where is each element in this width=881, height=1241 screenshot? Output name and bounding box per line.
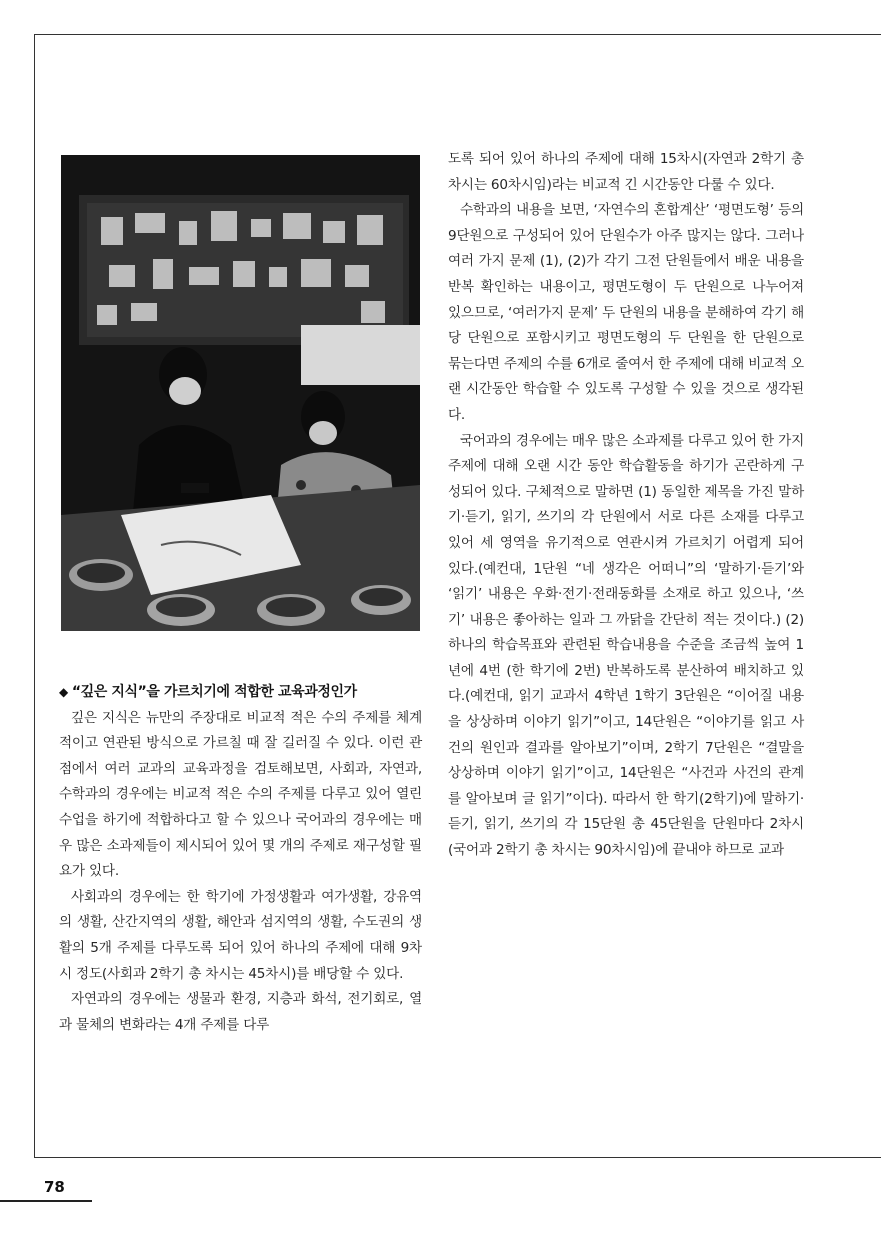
classroom-photo bbox=[61, 155, 420, 631]
diamond-bullet-icon: ◆ bbox=[59, 685, 68, 699]
left-paragraph-3: 자연과의 경우에는 생물과 환경, 지층과 화석, 전기회로, 열과 물체의 변화라는 4개 주제를 다루 bbox=[59, 991, 422, 1033]
section-heading bbox=[59, 680, 422, 706]
right-paragraph-1: 도록 되어 있어 하나의 주제에 대해 15차시(자연과 2학기 총 차시는 60차시임)라는 비교적 긴 시간동안 다룰 수 있다. bbox=[448, 151, 804, 193]
classroom-photo-illustration bbox=[61, 155, 420, 631]
left-paragraph-1: 깊은 지식은 뉴만의 주장대로 비교적 적은 수의 주제를 체계적이고 연관된 방식으로 가르칠 때 잘 길러질 수 있다. 이런 관점에서 여러 교과의 교육과정을 검토해보면, 사회과, 자연과, 수학과의 경우에는 비교적 적은 수의 주제를 다루고 있어 열린 수업을 하기에 적합하다고 할 수 있으나 국어과의 경우에는 매우 많은 소과제들이 제시되어 있어 몇 개의 주제로 재구성할 필요가 있다. bbox=[59, 709, 422, 880]
right-paragraph-3: 국어과의 경우에는 매우 많은 소과제를 다루고 있어 한 가지 주제에 대해 오랜 시간 동안 학습활동을 하기가 곤란하게 구성되어 있다. 구체적으로 말하면 (1) 동일한 제목을 가진 말하기·듣기, 읽기, 쓰기의 각 단원에서 서로 다른 소재를 다루고 있어 세 영역을 유기적으로 연관시켜 가르치기 어렵게 되어 있다.(예컨대, 1단원 “네 생각은 어떠니”의 ‘말하기·듣기’와 ‘읽기’ 내용은 우화·전기·전래동화를 소재로 하고 있으나, ‘쓰기’ 내용은 좋아하는 일과 그 까닭을 간단히 적는 것이다.) (2) 하나의 학습목표와 관련된 학습내용을 수준을 조금씩 높여 1년에 4번 (한 학기에 2번) 반복하도록 분산하여 배치하고 있다.(예컨대, 읽기 교과서 4학년 1학기 3단원은 “이어질 내용을 상상하며 이야기 읽기”이고, 14단원은 “이야기를 읽고 사건의 원인과 결과를 알아보기”이며, 2학기 7단원은 “결말을 상상하며 이야기 읽기”이고, 14단원은 “사건과 사건의 관계를 알아보며 글 읽기”이다). 따라서 한 학기(2학기)에 말하기·듣기, 읽기, 쓰기의 각 15단원 총 45단원을 단원마다 2차시(국어과 2학기 총 차시는 90차시임)에 끝내야 하므로 교과 bbox=[448, 432, 804, 859]
left-text-column bbox=[59, 680, 422, 1038]
left-border-rule bbox=[34, 34, 35, 1158]
section-heading-text: “깊은 지식”을 가르치기에 적합한 교육과정인가 bbox=[71, 684, 357, 700]
top-border-rule bbox=[34, 34, 881, 35]
right-paragraph-2: 수학과의 내용을 보면, ‘자연수의 혼합계산’ ‘평면도형’ 등의 9단원으로 구성되어 있어 단원수가 아주 많지는 않다. 그러나 여러 가지 문제 (1), (2)가 각기 그전 단원들에서 배운 내용을 반복 확인하는 내용이고, 평면도형이 두 단원으로 나누어져 있으므로, ‘여러가지 문제’ 두 단원의 내용을 분해하여 각기 해당 단원으로 포함시키고 평면도형의 두 단원을 한 단원으로 묶는다면 주제의 수를 6개로 줄여서 한 주제에 대해 비교적 오랜 시간동안 학습할 수 있도록 구성할 수 있을 것으로 생각된다. bbox=[448, 202, 804, 423]
page-number: 78 bbox=[44, 1178, 65, 1196]
bottom-border-rule bbox=[34, 1157, 881, 1158]
left-paragraph-2: 사회과의 경우에는 한 학기에 가정생활과 여가생활, 강유역의 생활, 산간지역의 생활, 해안과 섬지역의 생활, 수도권의 생활의 5개 주제를 다루도록 되어 있어 하나의 주제에 대해 9차시 정도(사회과 2학기 총 차시는 45차시)를 배당할 수 있다. bbox=[59, 888, 422, 982]
page-number-underline bbox=[0, 1200, 92, 1202]
right-text-column bbox=[448, 147, 804, 864]
